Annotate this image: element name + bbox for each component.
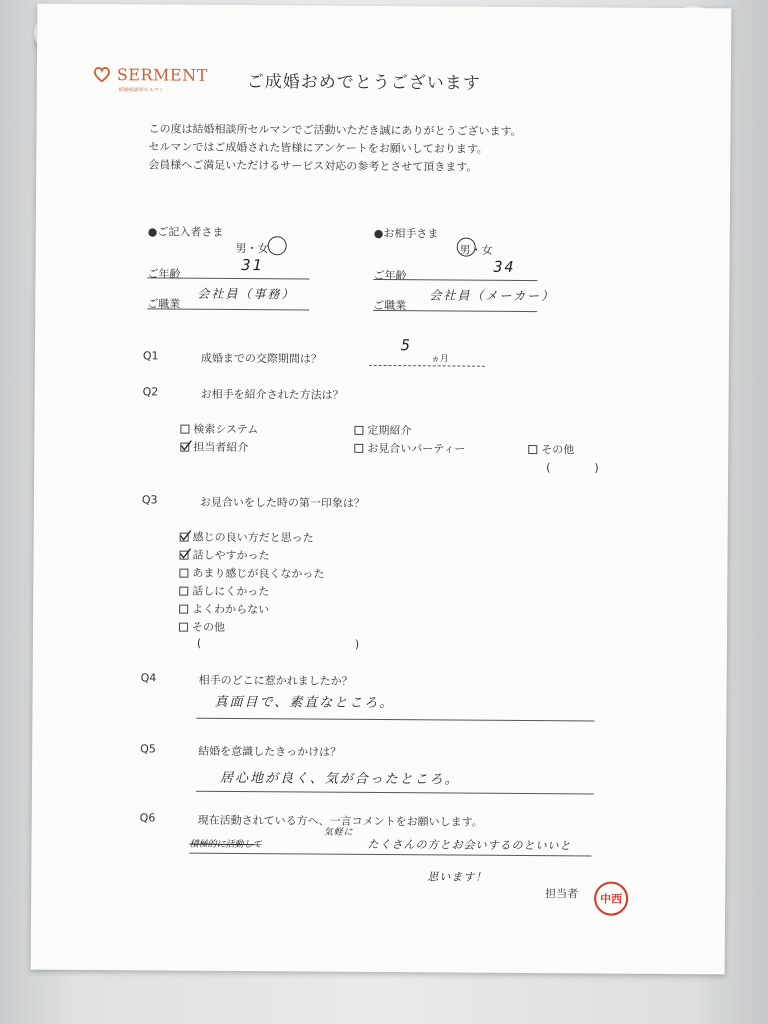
q6-number: Q6 [139,811,156,825]
q3-number: Q3 [141,493,158,507]
q6-answer-line-1: たくさんの方とお会いするのといいと [367,837,572,853]
q3-option-unsure[interactable]: よくわからない [179,601,269,618]
q6-answer-line-2: 思います！ [427,870,488,884]
checkbox-icon[interactable] [354,443,363,452]
q4-answer-underline [196,718,594,722]
page-title: ご成婚おめでとうございます [246,72,481,94]
logo-subtitle: 結婚相談所セルマン [118,87,164,94]
q5-number: Q5 [140,742,156,756]
q6-answer-underline [189,853,591,857]
staff-label: 担当者 [545,887,579,901]
partner-age-value: 34 [493,257,516,276]
checkbox-icon[interactable] [179,586,188,595]
q2-option-other[interactable]: その他 [528,441,574,457]
partner-gender: 男・女 [459,243,493,257]
checkbox-checked-icon[interactable] [180,442,189,451]
q1-unit: ヵ月 [430,354,449,365]
q2-other-paren: ( ) [546,461,599,475]
q3-other-paren-close: ) [354,637,360,651]
checkbox-checked-icon[interactable] [180,532,189,541]
checkbox-icon[interactable] [179,604,188,613]
q3-option-good-impression[interactable]: 感じの良い方だと思った [180,529,314,546]
q3-option-bad-impression[interactable]: あまり感じが良くなかった [179,565,324,582]
checkbox-icon[interactable] [179,568,188,577]
q4-number: Q4 [140,671,157,685]
respondent-job-value: 会社員（事務） [197,286,296,302]
q1-question: 成婚までの交際期間は？ [200,351,322,366]
respondent-job-label: ご職業 [147,297,181,311]
partner-heading: ●お相手さま [373,226,439,241]
checkbox-icon[interactable] [179,622,188,631]
q3-option-easy-to-talk[interactable]: 話しやすかった [179,547,269,564]
q2-number: Q2 [142,385,159,399]
heart-logo-icon [93,64,111,84]
q3-option-hard-to-talk[interactable]: 話しにくかった [179,583,269,600]
q6-insert-text: 気軽に [323,827,354,838]
checkbox-icon[interactable] [180,424,189,433]
intro-line-3: 会員様へご満足いただけるサービス対応の参考とさせて頂きます。 [148,158,478,174]
q2-option-staff-intro[interactable]: 担当者紹介 [180,439,248,455]
respondent-gender-circle [268,236,287,255]
q1-answer-underline [369,365,485,367]
checkbox-icon[interactable] [528,445,537,454]
survey-sheet [31,4,732,975]
q5-question: 結婚を意識したきっかけは？ [198,744,342,759]
q1-number: Q1 [142,349,159,363]
q2-question: お相手を紹介された方法は？ [200,387,344,402]
checkbox-icon[interactable] [354,425,363,434]
respondent-age-value: 31 [241,256,264,275]
q3-other-paren-open: ( [196,636,202,650]
brand-logo [93,64,208,94]
staff-seal-stamp: 中西 [594,881,628,915]
q2-option-party[interactable]: お見合いパーティー [354,440,465,457]
q4-question: 相手のどこに惹かれましたか？ [198,673,353,688]
partner-gender-circle [457,238,476,257]
respondent-heading: ●ご記入者さま [147,225,224,239]
q4-answer: 真面目で、素直なところ。 [214,694,395,712]
partner-job-label: ご職業 [373,298,407,313]
intro-line-1: この度は結婚相談所セルマンでご活動いただき誠にありがとうございます。 [148,122,522,138]
q3-question: お見合いをした時の第一印象は？ [199,495,365,510]
partner-job-value: 会社員（メーカー） [429,288,556,304]
q5-answer-underline [196,791,594,795]
q5-answer: 居心地が良く、気が合ったところ。 [219,770,460,788]
q3-option-other[interactable]: その他 [179,619,225,635]
q2-option-search-system[interactable]: 検索システム [180,421,258,438]
intro-line-2: セルマンではご成婚された皆様にアンケートをお願いしております。 [148,140,488,156]
q6-question: 現在活動されている方へ、一言コメントをお願いします。 [197,813,483,829]
q2-option-regular-intro[interactable]: 定期紹介 [354,422,411,438]
respondent-gender: 男・女 [235,241,269,256]
respondent-age-label: ご年齢 [147,267,181,281]
q1-answer: 5 [400,336,413,355]
partner-age-label: ご年齢 [373,268,407,283]
q6-struck-text: 積極的に活動して [189,839,262,851]
logo-wordmark: SERMENT [116,64,208,85]
checkbox-checked-icon[interactable] [180,550,189,559]
